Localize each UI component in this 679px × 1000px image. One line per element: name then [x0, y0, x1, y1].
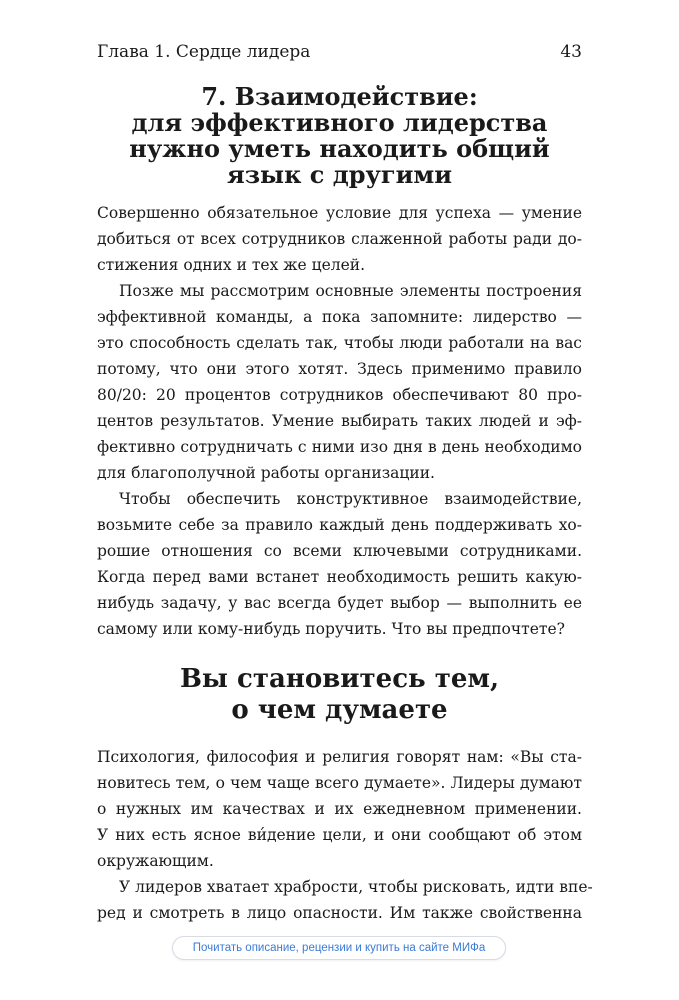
text-line: новитесь тем, о чем чаще всего думаете». Лидеры думают — [97, 774, 582, 792]
page-number: 43 — [560, 42, 582, 62]
buy-book-link-text: Почитать описание, рецензии и купить на сайте МИФа — [192, 942, 486, 954]
section-heading-interaction — [97, 84, 582, 188]
text-line: ред и смотреть в лицо опасности. Им также свойственна — [97, 904, 582, 922]
text-line: У них есть ясное ви́дение цели, и они сообщают об этом — [97, 826, 582, 844]
paragraph — [97, 200, 582, 278]
text-line: Совершенно обязательное условие для успеха — умение — [97, 204, 582, 222]
heading-line: нужно уметь находить общий — [129, 134, 550, 163]
text-line: окружающим. — [97, 852, 214, 870]
page-content — [97, 82, 593, 926]
section-heading-thoughts — [97, 664, 582, 726]
heading-line: Вы становитесь тем, — [179, 664, 500, 694]
text-line: Психология, философия и религия говорят нам: «Вы ста- — [97, 748, 582, 766]
heading-line: 7. Взаимодействие: — [201, 82, 478, 111]
text-line: У лидеров хватает храбрости, чтобы рисковать, идти впе- — [119, 878, 593, 896]
text-line: эффективной команды, а пока запомните: лидерство — — [97, 308, 582, 326]
paragraph — [97, 874, 593, 926]
paragraph — [97, 278, 582, 486]
text-line: Чтобы обеспечить конструктивное взаимодействие, — [119, 490, 582, 508]
paragraph — [97, 486, 582, 642]
heading-line: язык с другими — [226, 160, 453, 189]
text-line: Когда перед вами встанет необходимость решить какую- — [97, 568, 582, 586]
text-line: потому, что они этого хотят. Здесь применимо правило — [97, 360, 582, 378]
text-line: для благополучной работы организации. — [97, 464, 435, 482]
buy-book-link[interactable] — [172, 936, 506, 960]
text-line: о нужных им качествах и их ежедневном применении. — [97, 800, 582, 818]
text-line: возьмите себе за правило каждый день поддерживать хо- — [97, 516, 582, 534]
text-line: рошие отношения со всеми ключевыми сотрудниками. — [97, 542, 582, 560]
text-line: 80/20: 20 процентов сотрудников обеспечивают 80 про- — [97, 386, 582, 404]
paragraph — [97, 744, 582, 874]
chapter-title: Глава 1. Сердце лидера — [97, 42, 311, 62]
heading-line: о чем думаете — [231, 695, 448, 725]
text-line: нибудь задачу, у вас всегда будет выбор — выполнить ее — [97, 594, 582, 612]
text-line: это способность сделать так, чтобы люди работали на вас — [97, 334, 582, 352]
text-line: стижения одних и тех же целей. — [97, 256, 366, 274]
text-line: фективно сотрудничать с ними изо дня в день необходимо — [97, 438, 582, 456]
running-head — [97, 40, 582, 64]
text-line: самому или кому-нибудь поручить. Что вы предпочтете? — [97, 620, 565, 638]
text-line: Позже мы рассмотрим основные элементы построения — [119, 282, 582, 300]
text-line: центов результатов. Умение выбирать таких людей и эф- — [97, 412, 582, 430]
text-line: добиться от всех сотрудников слаженной работы ради до- — [97, 230, 582, 248]
heading-line: для эффективного лидерства — [131, 108, 548, 137]
